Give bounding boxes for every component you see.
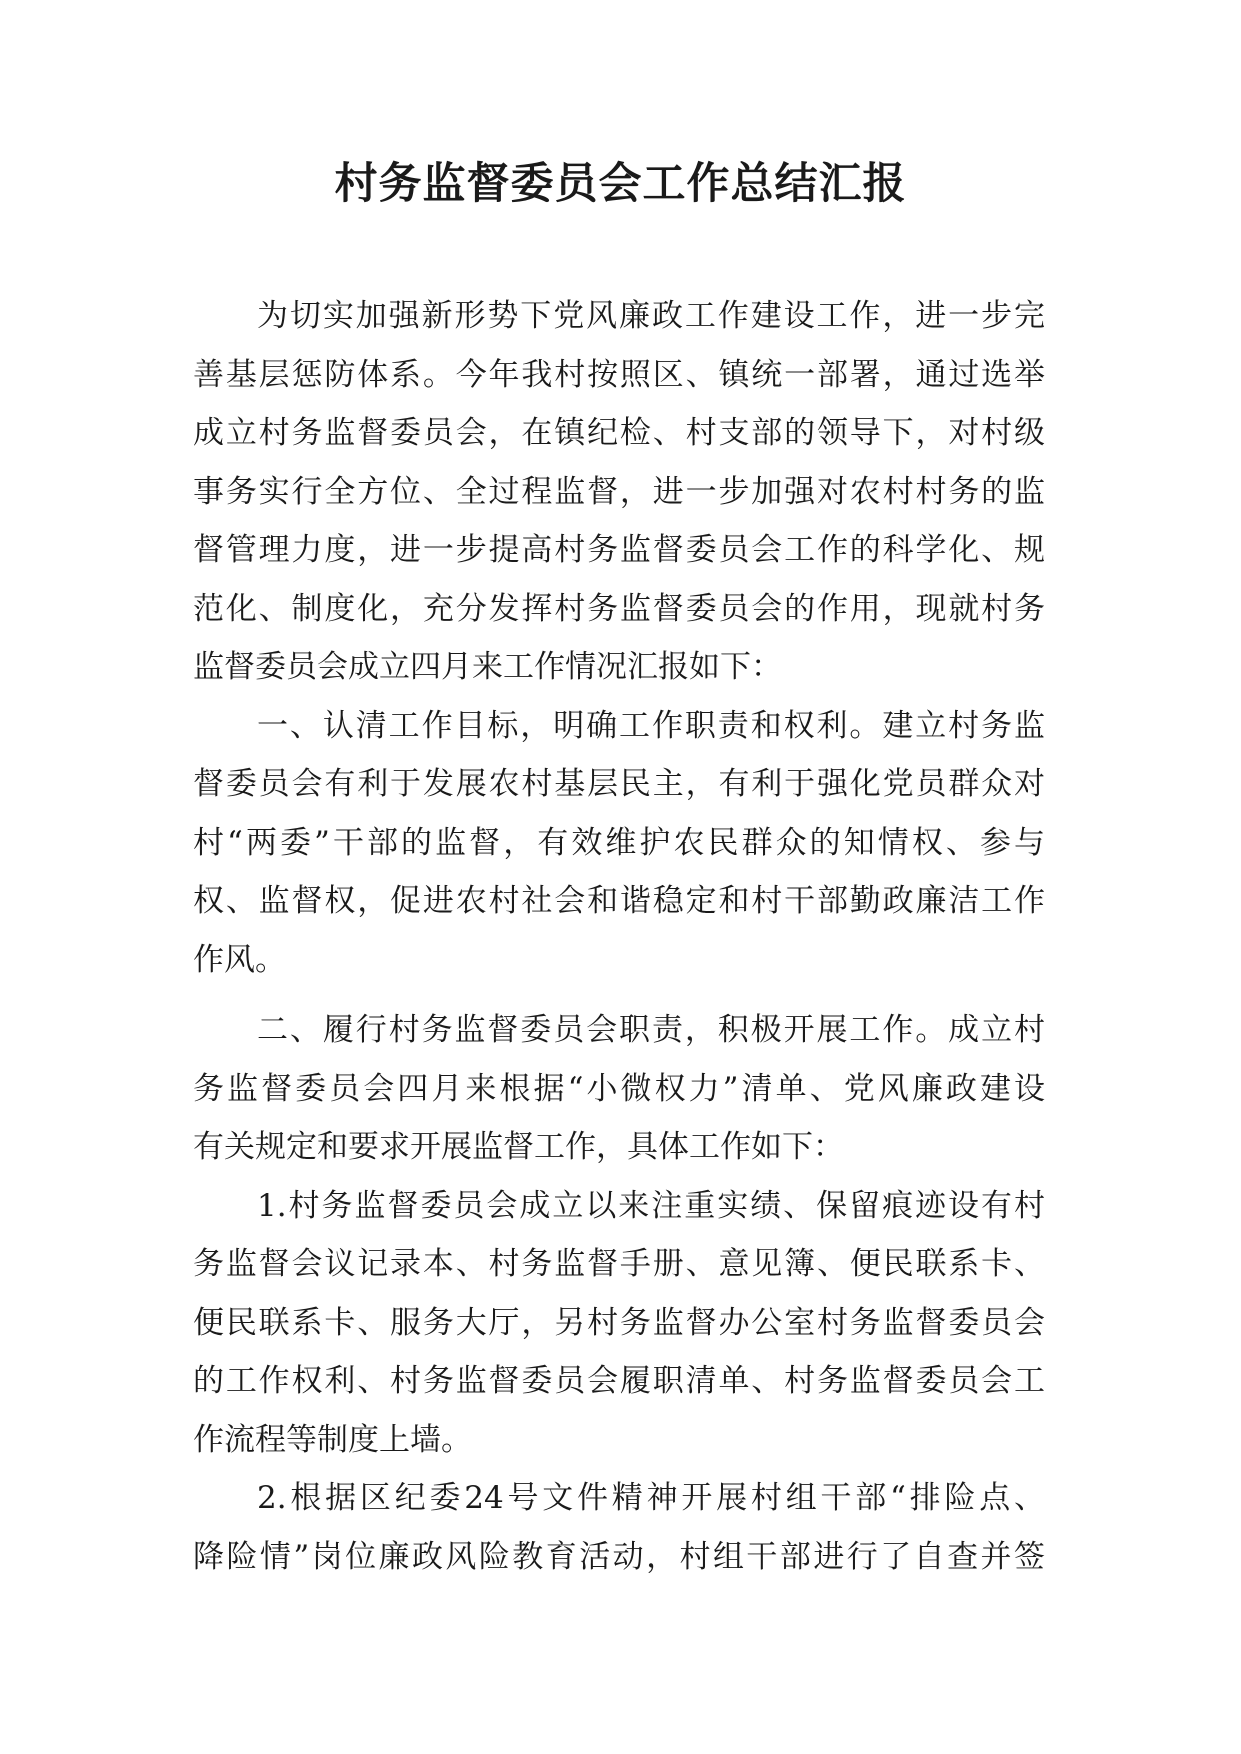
text-line: 监督委员会成立四月来工作情况汇报如下： — [193, 649, 782, 685]
paragraph-section-two — [193, 1001, 1045, 1177]
text-line: 督管理力度，进一步提高村务监督委员会工作的科学化、规 — [193, 532, 1045, 568]
text-line: 成立村务监督委员会，在镇纪检、村支部的领导下，对村级 — [193, 415, 1045, 451]
text-line: 2.根据区纪委24号文件精神开展村组干部“排险点、 — [257, 1480, 1045, 1516]
text-line: 作风。 — [193, 941, 286, 978]
text-line: 1.村务监督委员会成立以来注重实绩、保留痕迹设有村 — [257, 1187, 1045, 1224]
paragraph-item-one — [193, 1177, 1045, 1470]
text-line: 范化、制度化，充分发挥村务监督委员会的作用，现就村务 — [193, 590, 1045, 627]
text-line: 二、履行村务监督委员会职责，积极开展工作。成立村 — [257, 1012, 1045, 1048]
document-title: 村务监督委员会工作总结汇报 — [334, 159, 907, 209]
text-line: 降险情”岗位廉政风险教育活动，村组干部进行了自查并签 — [193, 1538, 1045, 1575]
text-line: 作流程等制度上墙。 — [193, 1421, 472, 1458]
text-line: 村“两委”干部的监督，有效维护农民群众的知情权、参与 — [193, 824, 1045, 861]
text-line: 督委员会有利于发展农村基层民主，有利于强化党员群众对 — [193, 766, 1045, 802]
text-line: 善基层惩防体系。今年我村按照区、镇统一部署，通过选举 — [193, 356, 1045, 393]
paragraph-gap — [193, 989, 1045, 1001]
text-line: 务监督会议记录本、村务监督手册、意见簿、便民联系卡、 — [193, 1246, 1045, 1282]
paragraph-intro — [193, 287, 1045, 697]
text-line: 的工作权利、村务监督委员会履职清单、村务监督委员会工 — [193, 1363, 1045, 1399]
document-body — [193, 287, 1045, 1586]
text-line: 一、认清工作目标，明确工作职责和权利。建立村务监 — [257, 707, 1045, 744]
text-line: 为切实加强新形势下党风廉政工作建设工作，进一步完 — [257, 298, 1045, 334]
text-line: 务监督委员会四月来根据“小微权力”清单、党风廉政建设 — [193, 1070, 1045, 1107]
text-line: 事务实行全方位、全过程监督，进一步加强对农村村务的监 — [193, 473, 1045, 510]
text-line: 有关规定和要求开展监督工作，具体工作如下： — [193, 1129, 844, 1165]
text-line: 便民联系卡、服务大厅，另村务监督办公室村务监督委员会 — [193, 1304, 1045, 1341]
text-line: 权、监督权，促进农村社会和谐稳定和村干部勤政廉洁工作 — [193, 883, 1045, 919]
paragraph-item-two — [193, 1469, 1045, 1586]
paragraph-section-one — [193, 697, 1045, 990]
